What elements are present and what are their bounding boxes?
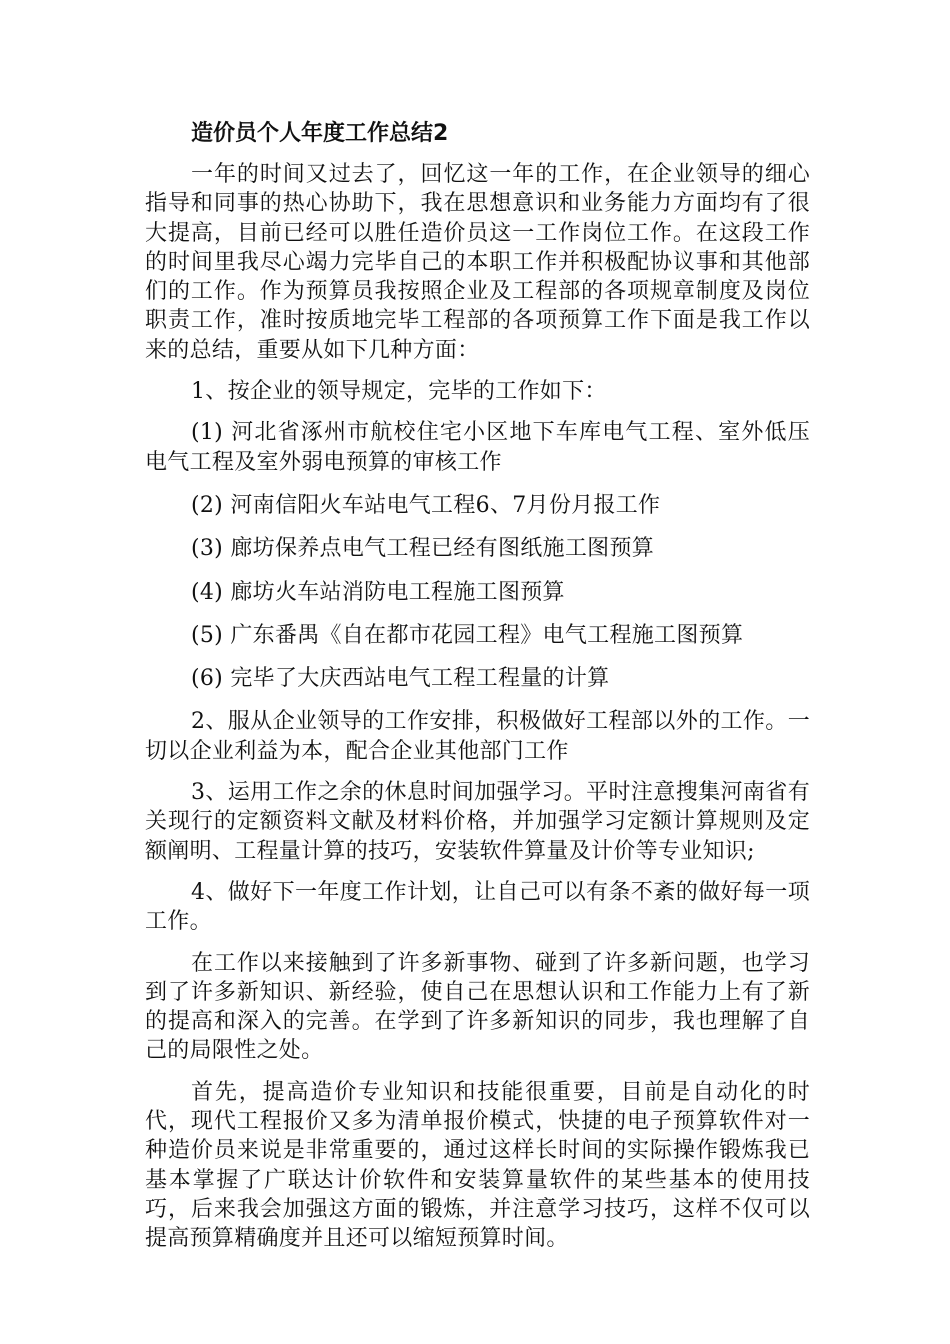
list-item: (2) 河南信阳火车站电气工程6、7月份月报工作 [191,492,661,518]
reflection-paragraph: 在工作以来接触到了许多新事物、碰到了许多新问题，也学习到了许多新知识、新经验，使自己在思想认识和工作能力上有了新的提高和深入的完善。在学到了许多新知识的同步，我也理解了自己的局限性之处。 [145,950,810,1064]
first-point-paragraph: 首先，提高造价专业知识和技能很重要，目前是自动化的时代，现代工程报价又多为清单报价模式，快捷的电子预算软件对一种造价员来说是非常重要的，通过这样长时间的实际操作锻炼我已基本掌握了广联达计价软件和安装算量软件的某些基本的使用技巧，后来我会加强这方面的锻炼，并注意学习技巧，这样不仅可以提高预算精确度并且还可以缩短预算时间。 [145,1079,810,1252]
list-item: (6) 完毕了大庆西站电气工程工程量的计算 [191,666,610,692]
list-item: (4) 廊坊火车站消防电工程施工图预算 [191,579,565,605]
document-title: 造价员个人年度工作总结2 [191,121,449,146]
intro-paragraph: 一年的时间又过去了，回忆这一年的工作，在企业领导的细心指导和同事的热心协助下，我在思想意识和业务能力方面均有了很大提高，目前已经可以胜任造价员这一工作岗位工作。在这段工作的时间里我尽心竭力完毕自己的本职工作并积极配协议事和其他部们的工作。作为预算员我按照企业及工程部的各项规章制度及岗位职责工作，准时按质地完毕工程部的各项预算工作下面是我工作以来的总结，重要从如下几种方面： [145,162,810,363]
section-1-heading: 1、按企业的领导规定，完毕的工作如下： [191,379,607,405]
section-2-paragraph: 2、服从企业领导的工作安排，积极做好工程部以外的工作。一切以企业利益为本，配合企业其他部门工作 [145,709,810,764]
section-3-paragraph: 3、运用工作之余的休息时间加强学习。平时注意搜集河南省有关现行的定额资料文献及材料价格，并加强学习定额计算规则及定额阐明、工程量计算的技巧，安装软件算量及计价等专业知识; [145,780,810,864]
list-item: (5) 广东番禺《自在都市花园工程》电气工程施工图预算 [191,622,744,648]
list-item: (3) 廊坊保养点电气工程已经有图纸施工图预算 [191,536,655,562]
list-item: (1) 河北省涿州市航校住宅小区地下车库电气工程、室外低压电气工程及室外弱电预算的审核工作 [145,420,810,475]
document-page [145,118,810,1266]
section-4-paragraph: 4、做好下一年度工作计划，让自己可以有条不紊的做好每一项工作。 [145,879,810,935]
